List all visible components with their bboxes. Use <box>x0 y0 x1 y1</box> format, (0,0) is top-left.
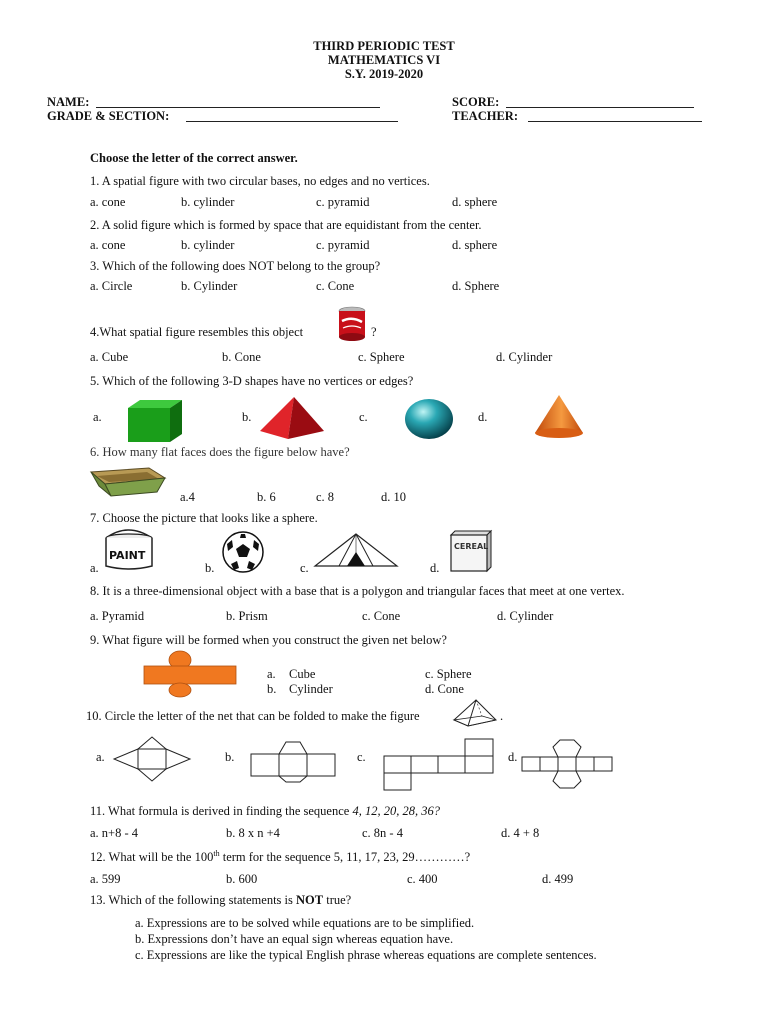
instructions: Choose the letter of the correct answer. <box>90 151 298 165</box>
cereal-box-icon[interactable] <box>445 529 495 573</box>
question-1: 1. A spatial figure with two circular bases, no edges and no vertices. <box>90 174 430 188</box>
test-title: THIRD PERIODIC TEST <box>313 39 455 53</box>
tray-icon[interactable] <box>89 466 169 500</box>
question-11-sequence: 4, 12, 20, 28, 36? <box>352 804 440 818</box>
choice[interactable]: b. Prism <box>226 609 268 623</box>
cereal-label: CEREAL <box>454 542 489 551</box>
grade-section-label: GRADE & SECTION: <box>47 109 170 123</box>
choice-letter[interactable]: b. <box>225 750 235 764</box>
choice[interactable]: d. Cone <box>425 682 464 696</box>
score-line[interactable] <box>506 107 694 108</box>
school-year: S.Y. 2019-2020 <box>344 67 424 81</box>
choice-letter[interactable]: b. <box>205 561 215 575</box>
choice-letter[interactable]: d. <box>508 750 518 764</box>
question-12-sup: th <box>213 849 220 858</box>
teacher-line[interactable] <box>528 121 702 122</box>
choice-letter[interactable]: d. <box>478 410 488 424</box>
choice[interactable]: b. 8 x n +4 <box>226 826 280 840</box>
question-9: 9. What figure will be formed when you construct the given net below? <box>90 633 447 647</box>
choice-letter[interactable]: c. <box>357 750 366 764</box>
choice-letter[interactable]: d. <box>430 561 440 575</box>
choice[interactable]: c. Sphere <box>358 350 405 364</box>
choice[interactable]: c. 8n - 4 <box>362 826 403 840</box>
choice[interactable]: d. Sphere <box>452 279 500 293</box>
choice[interactable]: b. 600 <box>226 872 258 886</box>
choice[interactable]: c. Sphere <box>425 667 472 681</box>
choice[interactable]: a. cone <box>90 195 126 209</box>
question-5: 5. Which of the following 3-D shapes have no vertices or edges? <box>90 374 414 388</box>
choice[interactable]: c. 8 <box>316 490 335 504</box>
sphere-icon[interactable] <box>403 397 455 441</box>
question-12-text-a: 12. What will be the 100 <box>90 850 214 865</box>
choice[interactable]: d. Cylinder <box>496 350 553 364</box>
choice[interactable]: a. Expressions are to be solved while equations are to be simplified. <box>135 916 475 930</box>
choice-letter[interactable]: a. <box>96 750 105 764</box>
net-c-icon[interactable] <box>382 738 498 792</box>
question-13-text-a: 13. Which of the following statements is <box>90 893 296 907</box>
question-2: 2. A solid figure which is formed by space that are equidistant from the center. <box>90 218 482 232</box>
question-7: 7. Choose the picture that looks like a sphere. <box>90 511 318 525</box>
choice[interactable]: a. n+8 - 4 <box>90 826 139 840</box>
tent-icon[interactable] <box>313 532 399 572</box>
question-13-not: NOT <box>296 893 324 907</box>
net-a-icon[interactable] <box>112 737 192 781</box>
choice-letter[interactable]: a. <box>90 561 99 575</box>
paint-label: PAINT <box>109 549 146 562</box>
choice[interactable]: a. cone <box>90 238 126 252</box>
choice[interactable]: Cube <box>289 667 316 681</box>
question-10: 10. Circle the letter of the net that can be folded to make the figure <box>86 709 420 723</box>
choice[interactable]: c. pyramid <box>316 238 370 252</box>
subject-title: MATHEMATICS VI <box>327 53 441 67</box>
choice[interactable]: b. 6 <box>257 490 276 504</box>
choice[interactable]: c. pyramid <box>316 195 370 209</box>
choice[interactable]: b. cylinder <box>181 195 235 209</box>
choice[interactable]: Cylinder <box>289 682 333 696</box>
cylinder-net-icon[interactable] <box>142 649 238 697</box>
choice-letter[interactable]: b. <box>242 410 252 424</box>
net-d-icon[interactable] <box>520 738 614 790</box>
choice[interactable]: d. sphere <box>452 238 498 252</box>
paint-can-icon[interactable] <box>100 528 158 572</box>
choice-letter[interactable]: c. <box>359 410 368 424</box>
pyramid-icon[interactable] <box>258 395 326 441</box>
name-label: NAME: <box>47 95 90 109</box>
choice[interactable]: a. Pyramid <box>90 609 145 623</box>
teacher-label: TEACHER: <box>452 109 518 123</box>
soccer-ball-icon[interactable] <box>219 530 267 574</box>
choice[interactable]: c. Cone <box>362 609 401 623</box>
choice[interactable]: d. 4 + 8 <box>501 826 540 840</box>
question-11 <box>90 804 440 819</box>
question-4: 4.What spatial figure resembles this object <box>90 325 304 339</box>
question-13-text-b: true? <box>323 893 352 907</box>
choice[interactable]: d. sphere <box>452 195 498 209</box>
question-8: 8. It is a three-dimensional object with a base that is a polygon and triangular faces that meet at one vertex. <box>90 584 625 598</box>
grade-section-line[interactable] <box>186 121 398 122</box>
question-12-text-b: term for the sequence 5, 11, 17, 23, 29…………? <box>219 850 471 865</box>
choice[interactable]: a. 599 <box>90 872 121 886</box>
cube-icon[interactable] <box>120 398 184 444</box>
choice[interactable]: a. Cube <box>90 350 129 364</box>
question-13 <box>90 893 351 908</box>
question-11-text: 11. What formula is derived in finding the sequence <box>90 804 353 818</box>
score-label: SCORE: <box>452 95 500 109</box>
choice[interactable]: c. Cone <box>316 279 355 293</box>
choice[interactable]: d. Cylinder <box>497 609 554 623</box>
choice[interactable]: c. Expressions are like the typical English phrase whereas equations are complete sentences. <box>135 948 597 962</box>
cone-icon[interactable] <box>533 393 585 441</box>
choice[interactable]: d. 10 <box>381 490 406 504</box>
square-pyramid-icon <box>452 698 500 728</box>
question-4-end: ? <box>371 325 377 339</box>
choice-letter[interactable]: a. <box>267 667 276 681</box>
name-line[interactable] <box>96 107 380 108</box>
choice[interactable]: b. Cylinder <box>181 279 238 293</box>
choice[interactable]: b. Expressions don’t have an equal sign whereas equation have. <box>135 932 454 946</box>
choice[interactable]: d. 499 <box>542 872 574 886</box>
choice[interactable]: b. Cone <box>222 350 261 364</box>
question-6: 6. How many flat faces does the figure below have? <box>90 445 350 459</box>
can-icon <box>335 306 369 342</box>
choice[interactable]: b. cylinder <box>181 238 235 252</box>
choice-letter[interactable]: c. <box>300 561 309 575</box>
question-3: 3. Which of the following does NOT belong to the group? <box>90 259 381 273</box>
choice-letter[interactable]: a. <box>93 410 102 424</box>
question-12 <box>90 849 470 865</box>
choice[interactable]: a.4 <box>180 490 195 504</box>
question-10-end: . <box>500 709 504 723</box>
net-b-icon[interactable] <box>249 738 337 782</box>
choice[interactable]: a. Circle <box>90 279 133 293</box>
choice[interactable]: c. 400 <box>407 872 438 886</box>
choice-letter[interactable]: b. <box>267 682 277 696</box>
